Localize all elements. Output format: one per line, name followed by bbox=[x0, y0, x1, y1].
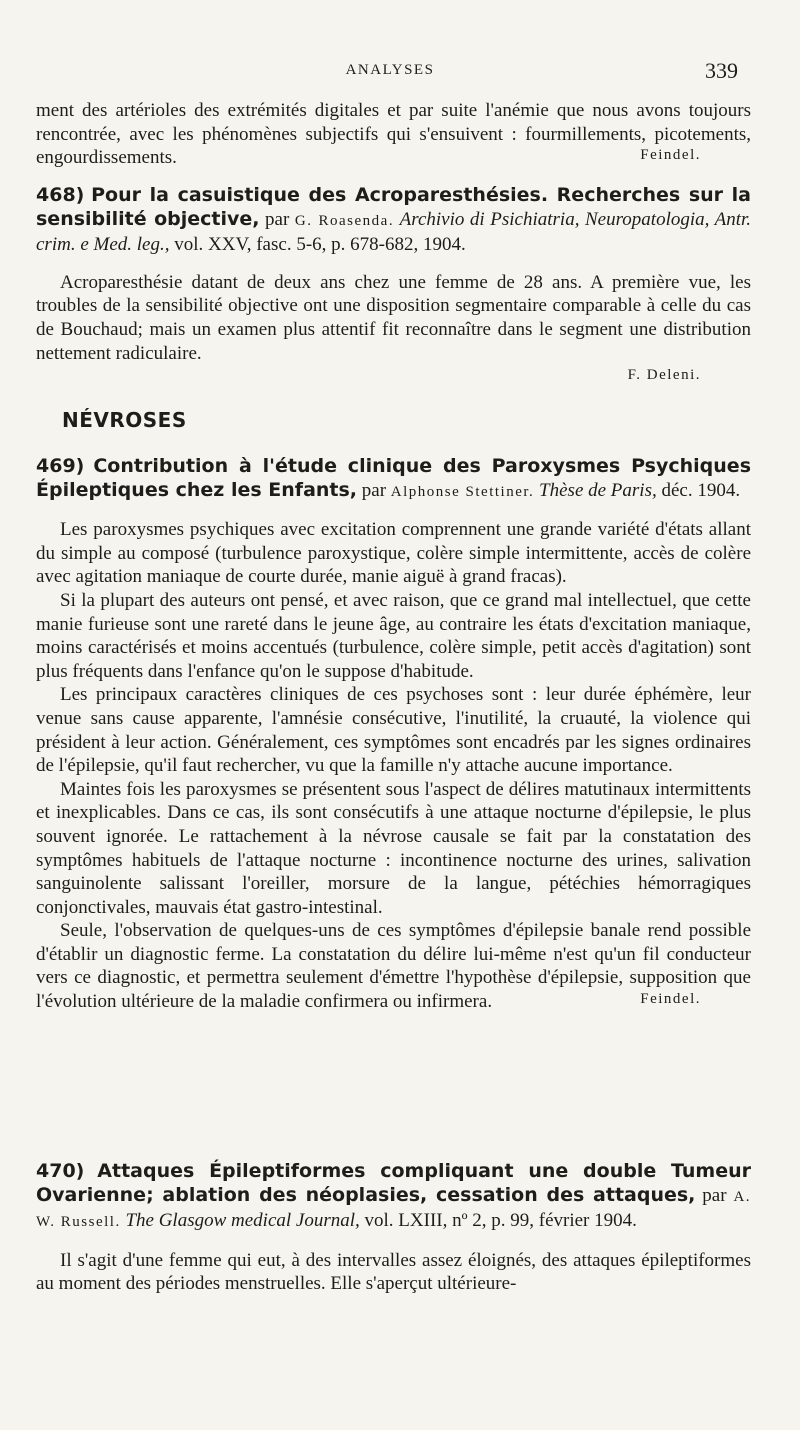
running-head-title: ANALYSES bbox=[345, 62, 435, 78]
previous-review-signature: Feindel. bbox=[640, 146, 701, 163]
review-469-source: Thèse de Paris, bbox=[539, 479, 657, 501]
review-470 bbox=[36, 1160, 751, 1296]
review-469-heading bbox=[36, 455, 751, 504]
review-468-citation: vol. XXV, fasc. 5-6, p. 678-682, 1904. bbox=[174, 234, 466, 256]
review-469-paragraph: Si la plupart des auteurs ont pensé, et avec raison, que ce grand mal intellectuel, que cette manie furieuse sont une rareté dans le jeune âge, au contraire les états d'excitation maniaque, moins caractérisés et moins accentués (turbulence, colère simple, petit accès d'agitation) sont plus fréquents dans l'enfance qu'on le suppose d'habitude. bbox=[36, 589, 751, 682]
review-468-author: G. Roasenda. bbox=[294, 212, 395, 229]
review-469-paragraph: Les paroxysmes psychiques avec excitation comprennent une grande variété d'états allant du simple au composé (turbulence paroxystique, colère simple intermittente, accès de colère avec agitation maniaque de courte durée, manie aiguë à grand fracas). bbox=[36, 519, 751, 588]
page-number: 339 bbox=[705, 58, 738, 83]
running-head bbox=[0, 58, 800, 88]
review-469-by: par bbox=[361, 479, 387, 501]
review-470-citation: vol. LXIII, nº 2, p. 99, février 1904. bbox=[364, 1210, 637, 1232]
review-468-title: Pour la casuistique des Acroparesthésies. Recherches sur la sensibilité objective, bbox=[36, 184, 752, 230]
review-469-citation: déc. 1904. bbox=[661, 479, 741, 501]
review-470-heading bbox=[36, 1160, 751, 1235]
review-469-number: 469) bbox=[36, 455, 85, 477]
review-469-paragraph: Seule, l'observation de quelques-uns de ces symptômes d'épilepsie banale rend possible d'établir un diagnostic ferme. La constatation du délire lui-même n'est qu'un fil conducteur vers ce diagnostic, et permettra seulement d'émettre l'hypothèse d'épilepsie, supposition que l'évolution ultérieure de la maladie confirmera ou infirmera. bbox=[36, 920, 751, 1013]
review-469-paragraph: Maintes fois les paroxysmes se présentent sous l'aspect de délires matutinaux intermittents et inexplicables. Dans ce cas, ils sont consécutifs à une attaque nocturne d'épilepsie, le plus souvent ignorée. Le rattachement à la névrose causale se fait par la constatation des symptômes habituels de l'attaque nocturne : incontinence nocturne des urines, salivation sanguinolente salissant l'oreiller, morsure de la langue, pétéchies hémorragiques conjonctivales, mauvais état gastro-intestinal. bbox=[36, 778, 751, 918]
previous-review-text: ment des artérioles des extrémités digitales et par suite l'anémie que nous avons toujours rencontrée, avec les phénomènes subjectifs qui s'ensuivent : fourmillements, picotements, engourdissements. bbox=[36, 100, 751, 169]
review-470-title: Attaques Épileptiformes compliquant une double Tumeur Ovarienne; ablation des néoplasies, cessation des attaques, bbox=[36, 1160, 751, 1206]
review-469-author: Alphonse Stettiner. bbox=[390, 483, 535, 500]
previous-review-continuation bbox=[36, 99, 751, 169]
review-468-by: par bbox=[265, 208, 290, 230]
review-468-journal: Archivio di Psichiatria, Neuropatologia, Antr. crim. e Med. leg., bbox=[36, 208, 752, 256]
review-468-number: 468) bbox=[36, 184, 85, 206]
review-470-author: A. W. Russell. bbox=[36, 1188, 752, 1231]
review-469-body bbox=[36, 518, 751, 1013]
review-468-signature: F. Deleni. bbox=[627, 367, 701, 384]
section-heading bbox=[62, 408, 777, 432]
review-468-heading bbox=[36, 184, 751, 257]
review-470-number: 470) bbox=[36, 1160, 85, 1182]
review-470-body: Il s'agit d'une femme qui eut, à des intervalles assez éloignés, des attaques épileptiformes au moment des périodes menstruelles. Elle s'aperçut ultérieure- bbox=[36, 1249, 751, 1295]
review-468-body: Acroparesthésie datant de deux ans chez une femme de 28 ans. A première vue, les troubles de la sensibilité objective ont une disposition segmentaire comparable à celle du cas de Bouchaud; mais un examen plus attentif fit reconnaître dans le segment une distribution nettement radiculaire. bbox=[36, 271, 751, 364]
review-470-by: par bbox=[702, 1184, 727, 1206]
review-470-journal: The Glasgow medical Journal, bbox=[125, 1210, 360, 1232]
review-468 bbox=[36, 184, 751, 384]
review-469 bbox=[36, 455, 751, 1013]
review-469-paragraph: Les principaux caractères cliniques de ces psychoses sont : leur durée éphémère, leur venue sans cause apparente, l'amnésie consécutive, l'inutilité, la cruauté, la violence qui président à leur action. Généralement, ces symptômes sont encadrés par les signes ordinaires de l'épilepsie, qu'il faut rechercher, vu que la famille n'y attache aucune importance. bbox=[36, 684, 751, 777]
review-469-title: Contribution à l'étude clinique des Paroxysmes Psychiques Épileptiques chez les Enfants, bbox=[36, 455, 751, 501]
section-title: NÉVROSES bbox=[62, 408, 187, 432]
review-469-signature: Feindel. bbox=[640, 990, 701, 1007]
